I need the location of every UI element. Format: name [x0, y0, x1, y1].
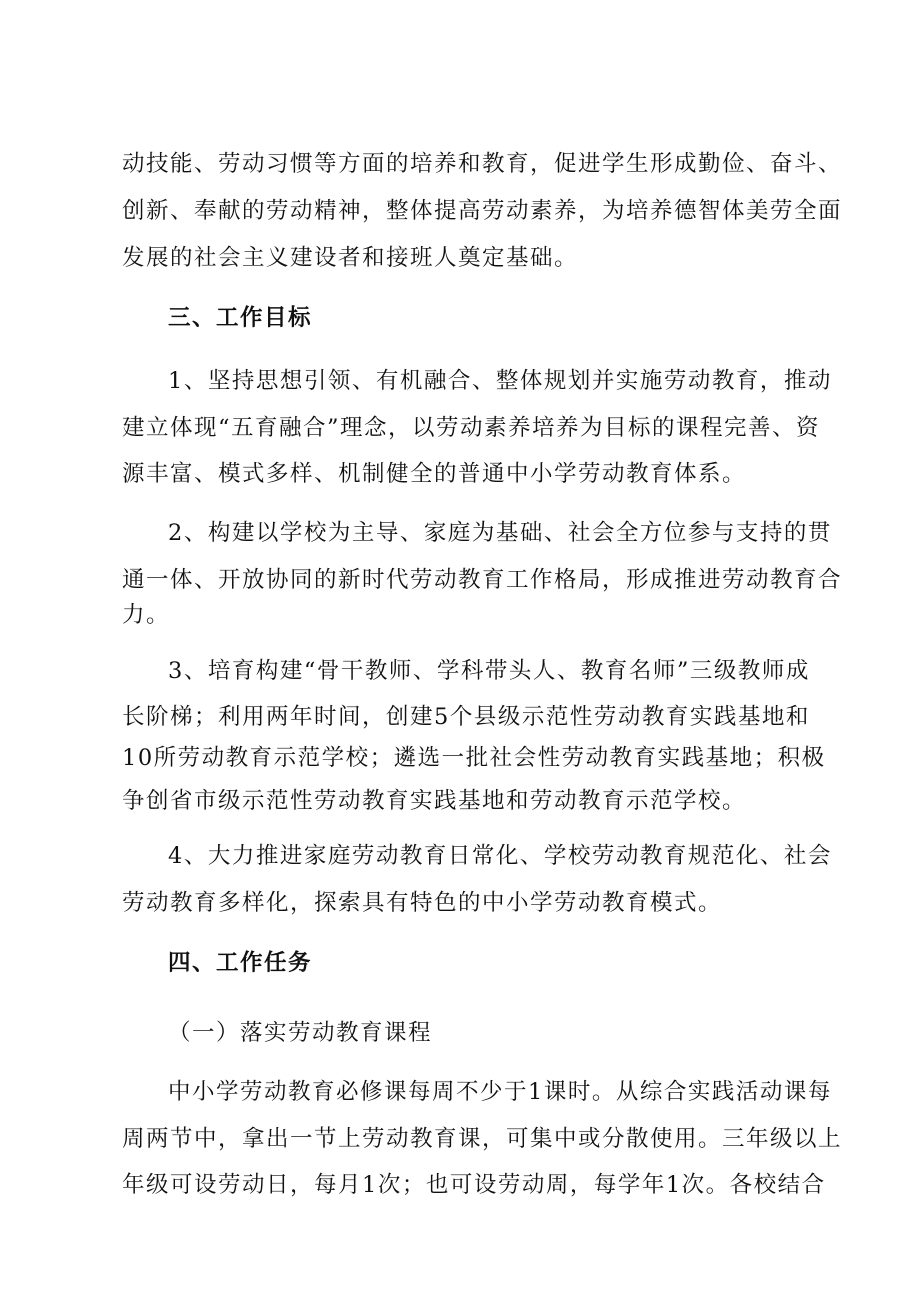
paragraph-line: 创新、奉献的劳动精神，整体提高劳动素养，为培养德智体美劳全面 [122, 198, 843, 224]
paragraph-line: 4、大力推进家庭劳动教育日常化、学校劳动教育规范化、社会 [168, 843, 832, 869]
section-heading-goals: 三、工作目标 [168, 305, 313, 331]
paragraph-line: 发展的社会主义建设者和接班人奠定基础。 [122, 245, 579, 271]
paragraph-line: 年级可设劳动日，每月1次；也可设劳动周，每学年1次。各校结合 [122, 1172, 826, 1198]
paragraph-line: 周两节中，拿出一节上劳动教育课，可集中或分散使用。三年级以上 [122, 1126, 843, 1152]
paragraph-line: 长阶梯；利用两年时间，创建5个县级示范性劳动教育实践基地和 [122, 704, 810, 730]
section-heading-tasks: 四、工作任务 [168, 950, 313, 976]
paragraph-line: 建立体现“五育融合”理念，以劳动素养培养为目标的课程完善、资 [122, 415, 821, 441]
paragraph-line: 10所劳动教育示范学校；遴选一批社会性劳动教育实践基地；积极 [122, 745, 826, 771]
paragraph-line: 源丰富、模式多样、机制健全的普通中小学劳动教育体系。 [122, 461, 747, 487]
paragraph-line: 通一体、开放协同的新时代劳动教育工作格局，形成推进劳动教育合 [122, 567, 843, 593]
paragraph-line: 劳动教育多样化，探索具有特色的中小学劳动教育模式。 [122, 890, 723, 916]
paragraph-line: 争创省市级示范性劳动教育实践基地和劳动教育示范学校。 [122, 788, 747, 814]
paragraph-line: 力。 [122, 602, 171, 628]
paragraph-line: 3、培育构建“骨干教师、学科带头人、教育名师”三级教师成 [168, 658, 810, 684]
paragraph-line: 1、坚持思想引领、有机融合、整体规划并实施劳动教育，推动 [168, 368, 832, 394]
paragraph-line: 中小学劳动教育必修课每周不少于1课时。从综合实践活动课每 [168, 1079, 832, 1105]
subsection-heading: （一）落实劳动教育课程 [168, 1020, 433, 1046]
paragraph-line: 动技能、劳动习惯等方面的培养和教育，促进学生形成勤俭、奋斗、 [122, 151, 843, 177]
paragraph-line: 2、构建以学校为主导、家庭为基础、社会全方位参与支持的贯 [168, 520, 832, 546]
